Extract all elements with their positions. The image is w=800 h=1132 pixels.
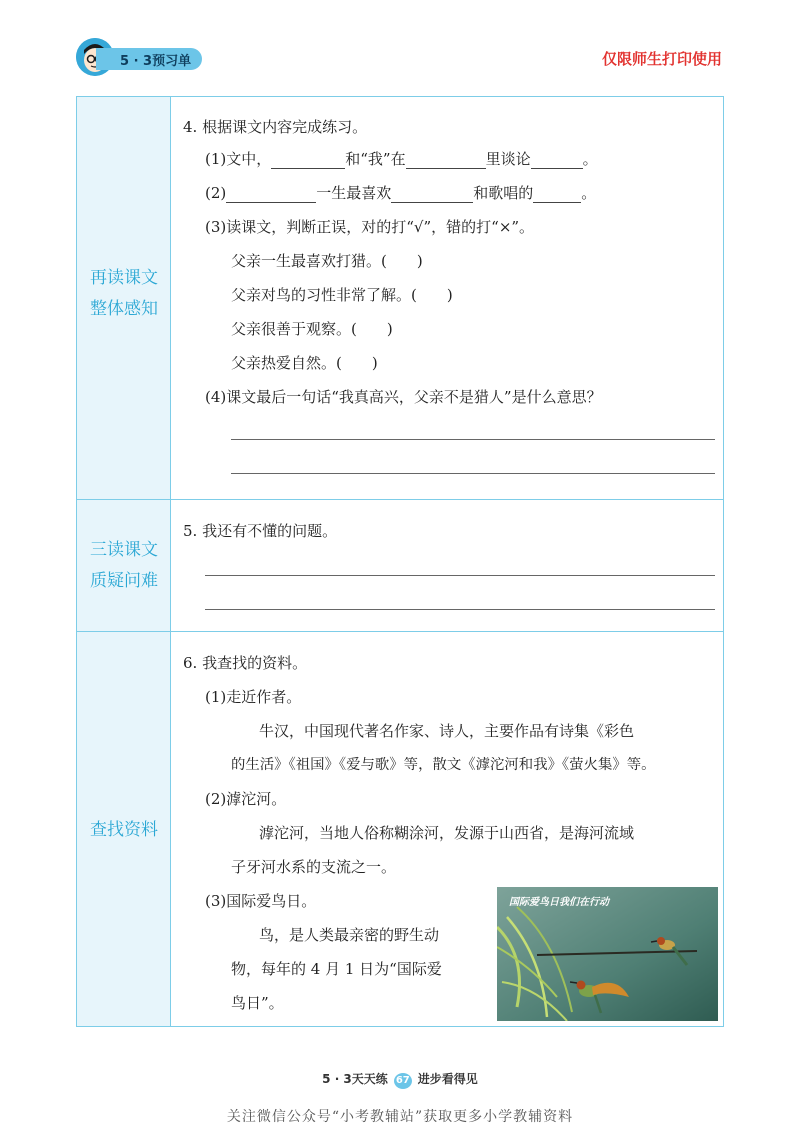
blank-field[interactable] — [226, 186, 316, 203]
blank-field[interactable] — [531, 152, 583, 169]
footer-note: 关注微信公众号“小考教辅站”获取更多小学教辅资料 — [226, 1109, 574, 1125]
judgement-item[interactable]: 父亲一生最喜欢打猎。( ) — [231, 252, 423, 270]
river-intro-text: 滹沱河，当地人俗称糊涂河，发源于山西省，是海河流域 — [259, 824, 635, 842]
q4-part2: (2) 一生最喜欢 和歌唱的 。 — [205, 184, 597, 202]
judgement-item[interactable]: 父亲对鸟的习性非常了解。( ) — [231, 286, 453, 304]
q6-sub3-title: (3)国际爱鸟日。 — [205, 892, 317, 910]
footer-slogan: 进步看得见 — [417, 1072, 478, 1086]
usage-restriction: 仅限师生打印使用 — [601, 50, 722, 68]
answer-line[interactable] — [205, 609, 715, 610]
bird-day-text: 物，每年的 4 月 1 日为“国际爱 — [231, 960, 442, 978]
q4-part4: (4)课文最后一句话“我真高兴，父亲不是猎人”是什么意思？ — [205, 388, 602, 406]
q6-sub1-title: (1)走近作者。 — [205, 688, 302, 706]
author-intro-text: 牛汉，中国现代著名作家、诗人，主要作品有诗集《彩色 — [259, 722, 635, 740]
author-intro-text: 的生活》《祖国》《爱与歌》等，散文《滹沱河和我》《萤火集》等。 — [231, 757, 656, 773]
judgement-item[interactable]: 父亲热爱自然。( ) — [231, 354, 378, 372]
header-tag: 5 · 3预习单 — [120, 54, 192, 69]
blank-field[interactable] — [391, 186, 473, 203]
row-divider — [77, 499, 723, 500]
bird-day-text: 鸟日”。 — [231, 994, 284, 1012]
photo-caption: 国际爱鸟日我们在行动 — [509, 897, 609, 908]
section-label-question: 三读课文 质疑问难 — [90, 540, 158, 591]
section-label-reread: 再读课文 整体感知 — [90, 268, 158, 319]
q4-title: 4. 根据课文内容完成练习。 — [183, 118, 368, 136]
answer-line[interactable] — [231, 439, 715, 440]
row-divider — [77, 631, 723, 632]
q6-sub2-title: (2)滹沱河。 — [205, 790, 287, 808]
answer-line[interactable] — [205, 575, 715, 576]
q4-part1: (1)文中， 和“我”在 里谈论 。 — [205, 150, 598, 168]
judgement-item[interactable]: 父亲很善于观察。( ) — [231, 320, 393, 338]
blank-field[interactable] — [533, 186, 581, 203]
bird-photo — [497, 887, 718, 1021]
q6-title: 6. 我查找的资料。 — [183, 654, 308, 672]
worksheet-table — [76, 96, 724, 1027]
river-intro-text: 子牙河水系的支流之一。 — [231, 858, 397, 876]
page-header — [0, 0, 800, 88]
q4-part3: (3)读课文，判断正误，对的打“√”，错的打“×”。 — [205, 218, 535, 236]
page-number: 67 — [394, 1073, 412, 1089]
q5-title: 5. 我还有不懂的问题。 — [183, 522, 338, 540]
page-footer — [0, 1070, 800, 1089]
section-label-research: 查找资料 — [90, 820, 158, 840]
bird-day-text: 鸟，是人类最亲密的野生动 — [259, 926, 440, 944]
blank-field[interactable] — [271, 152, 345, 169]
footer-series: 5 · 3天天练 — [322, 1072, 388, 1086]
blank-field[interactable] — [406, 152, 486, 169]
answer-line[interactable] — [231, 473, 715, 474]
